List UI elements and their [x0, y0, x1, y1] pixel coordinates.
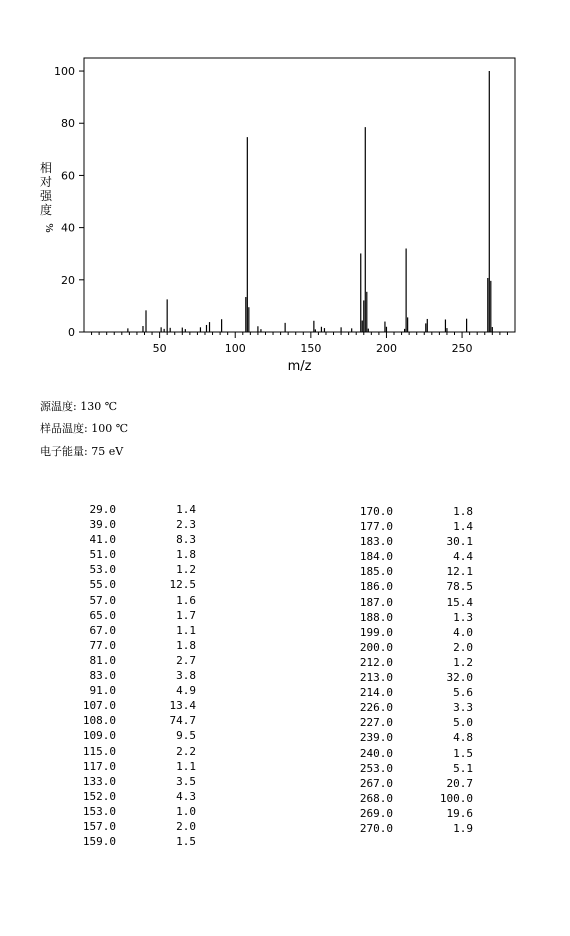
sample-temperature: 样品温度: 100 ℃: [40, 422, 128, 435]
table-row: [78, 532, 196, 547]
mz-value: 108.0: [82, 714, 116, 728]
x-axis-ticks: [153, 332, 473, 355]
mz-value: 239.0: [359, 731, 393, 745]
table-row: [355, 655, 473, 670]
abundance-value: 1.8: [176, 548, 196, 562]
abundance-value: 74.7: [169, 714, 196, 728]
abundance-value: 1.3: [453, 610, 473, 624]
mz-value: 200.0: [359, 640, 393, 654]
mz-value: 267.0: [359, 776, 393, 790]
table-row: [355, 670, 473, 685]
abundance-value: 4.8: [453, 731, 473, 745]
table-row: [355, 700, 473, 715]
abundance-value: 3.3: [453, 701, 473, 715]
mz-value: 184.0: [359, 550, 393, 564]
mz-value: 186.0: [359, 580, 393, 594]
x-tick-label: 250: [451, 342, 473, 355]
y-axis-ticks: [54, 65, 84, 339]
table-row: [355, 564, 473, 579]
table-row: [78, 653, 196, 668]
mz-value: 199.0: [359, 625, 393, 639]
abundance-value: 13.4: [169, 699, 196, 713]
abundance-value: 1.6: [176, 593, 196, 607]
abundance-value: 12.5: [169, 578, 196, 592]
abundance-value: 1.9: [453, 821, 473, 835]
table-row: [78, 804, 196, 819]
table-row: [78, 608, 196, 623]
plot-frame: [84, 58, 515, 332]
table-row: [355, 806, 473, 821]
mz-value: 188.0: [359, 610, 393, 624]
table-row: [78, 668, 196, 683]
mz-value: 214.0: [359, 686, 393, 700]
table-row: [355, 504, 473, 519]
mz-value: 109.0: [82, 729, 116, 743]
abundance-value: 4.4: [453, 550, 473, 564]
abundance-value: 5.6: [453, 686, 473, 700]
abundance-value: 1.1: [176, 759, 196, 773]
table-row: [78, 638, 196, 653]
abundance-value: 4.9: [176, 684, 196, 698]
mz-value: 57.0: [89, 593, 116, 607]
mz-value: 268.0: [359, 791, 393, 805]
mz-value: 187.0: [359, 595, 393, 609]
table-row: [355, 534, 473, 549]
table-row: [78, 759, 196, 774]
peak-table-left: [78, 502, 196, 849]
abundance-value: 12.1: [446, 565, 473, 579]
x-tick-label: 200: [375, 342, 397, 355]
abundance-value: 78.5: [446, 580, 473, 594]
table-row: [355, 625, 473, 640]
mz-value: 65.0: [89, 608, 116, 622]
table-row: [355, 610, 473, 625]
x-tick-label: 50: [152, 342, 167, 355]
table-row: [78, 744, 196, 759]
y-tick-label: 40: [61, 221, 75, 235]
mz-value: 226.0: [359, 701, 393, 715]
mz-value: 170.0: [359, 505, 393, 518]
x-tick-label: 100: [224, 342, 246, 355]
mz-value: 83.0: [89, 669, 116, 683]
mz-value: 159.0: [82, 835, 116, 849]
abundance-value: 2.2: [176, 744, 196, 758]
mz-value: 41.0: [89, 533, 116, 547]
y-axis-unit: %: [43, 223, 54, 233]
table-row: [78, 593, 196, 608]
mz-value: 227.0: [359, 716, 393, 730]
abundance-value: 15.4: [446, 595, 473, 609]
table-row: [355, 715, 473, 730]
mz-value: 133.0: [82, 774, 116, 788]
y-tick-label: 100: [54, 65, 75, 79]
mz-value: 67.0: [89, 623, 116, 637]
mz-value: 270.0: [359, 821, 393, 835]
abundance-value: 2.7: [176, 653, 196, 667]
source-temperature: 源温度: 130 ℃: [40, 400, 117, 413]
abundance-value: 2.0: [176, 819, 196, 833]
mz-value: 185.0: [359, 565, 393, 579]
table-row: [78, 547, 196, 562]
mz-value: 253.0: [359, 761, 393, 775]
y-axis-label: [40, 160, 53, 217]
peak-bars: [128, 71, 492, 332]
table-row: [355, 685, 473, 700]
mz-value: 117.0: [82, 759, 116, 773]
table-row: [78, 562, 196, 577]
abundance-value: 1.1: [176, 623, 196, 637]
table-row: [78, 834, 196, 849]
x-tick-label: 150: [300, 342, 322, 355]
abundance-value: 100.0: [439, 791, 473, 805]
mz-value: 177.0: [359, 520, 393, 534]
mz-value: 213.0: [359, 671, 393, 685]
mz-value: 183.0: [359, 535, 393, 549]
abundance-value: 5.1: [453, 761, 473, 775]
table-row: [355, 640, 473, 655]
table-row: [78, 623, 196, 638]
abundance-value: 1.7: [176, 608, 196, 622]
table-row: [78, 728, 196, 743]
table-row: [78, 683, 196, 698]
mz-value: 55.0: [89, 578, 116, 592]
mz-value: 77.0: [89, 638, 116, 652]
abundance-value: 1.8: [453, 505, 473, 518]
abundance-value: 4.0: [453, 625, 473, 639]
table-row: [78, 517, 196, 532]
table-row: [78, 577, 196, 592]
mz-value: 107.0: [82, 699, 116, 713]
table-row: [78, 713, 196, 728]
table-row: [355, 761, 473, 776]
mz-value: 81.0: [89, 653, 116, 667]
mz-value: 39.0: [89, 518, 116, 532]
table-row: [78, 698, 196, 713]
y-axis-label-char: 相: [39, 161, 53, 175]
abundance-value: 30.1: [446, 535, 473, 549]
abundance-value: 1.2: [453, 655, 473, 669]
y-axis-label-char: 度: [39, 203, 53, 217]
table-row: [355, 579, 473, 594]
abundance-value: 5.0: [453, 716, 473, 730]
abundance-value: 8.3: [176, 533, 196, 547]
abundance-value: 19.6: [446, 806, 473, 820]
mz-value: 115.0: [82, 744, 116, 758]
table-row: [355, 821, 473, 836]
mz-value: 269.0: [359, 806, 393, 820]
table-row: [355, 791, 473, 806]
table-row: [355, 746, 473, 761]
table-row: [78, 774, 196, 789]
electron-energy: 电子能量: 75 eV: [40, 445, 124, 458]
y-tick-label: 20: [61, 273, 75, 287]
abundance-value: 3.5: [176, 774, 196, 788]
table-row: [78, 819, 196, 834]
table-row: [355, 730, 473, 745]
mass-spectrum-chart: [0, 0, 570, 380]
y-axis-label-char: 对: [39, 175, 53, 189]
y-tick-label: 0: [68, 326, 75, 339]
abundance-value: 1.5: [176, 835, 196, 849]
mz-value: 152.0: [82, 789, 116, 803]
mz-value: 212.0: [359, 655, 393, 669]
abundance-value: 1.2: [176, 563, 196, 577]
table-row: [78, 502, 196, 517]
y-tick-label: 80: [61, 117, 75, 131]
abundance-value: 2.0: [453, 640, 473, 654]
mz-value: 153.0: [82, 804, 116, 818]
y-tick-label: 60: [61, 169, 75, 183]
abundance-value: 20.7: [446, 776, 473, 790]
y-axis-label-char: 强: [39, 189, 53, 203]
abundance-value: 32.0: [446, 671, 473, 685]
mz-value: 91.0: [89, 684, 116, 698]
mz-value: 29.0: [89, 503, 116, 516]
table-row: [355, 549, 473, 564]
table-row: [355, 519, 473, 534]
abundance-value: 3.8: [176, 669, 196, 683]
mz-value: 51.0: [89, 548, 116, 562]
mz-value: 53.0: [89, 563, 116, 577]
abundance-value: 1.0: [176, 804, 196, 818]
abundance-value: 1.5: [453, 746, 473, 760]
mz-value: 240.0: [359, 746, 393, 760]
table-row: [355, 776, 473, 791]
table-row: [355, 595, 473, 610]
abundance-value: 1.4: [453, 520, 473, 534]
abundance-value: 9.5: [176, 729, 196, 743]
table-row: [78, 789, 196, 804]
abundance-value: 4.3: [176, 789, 196, 803]
peak-table-right: [355, 504, 473, 836]
x-axis-label: m/z: [287, 359, 312, 374]
mz-value: 157.0: [82, 819, 116, 833]
abundance-value: 1.4: [176, 503, 196, 516]
abundance-value: 2.3: [176, 518, 196, 532]
abundance-value: 1.8: [176, 638, 196, 652]
